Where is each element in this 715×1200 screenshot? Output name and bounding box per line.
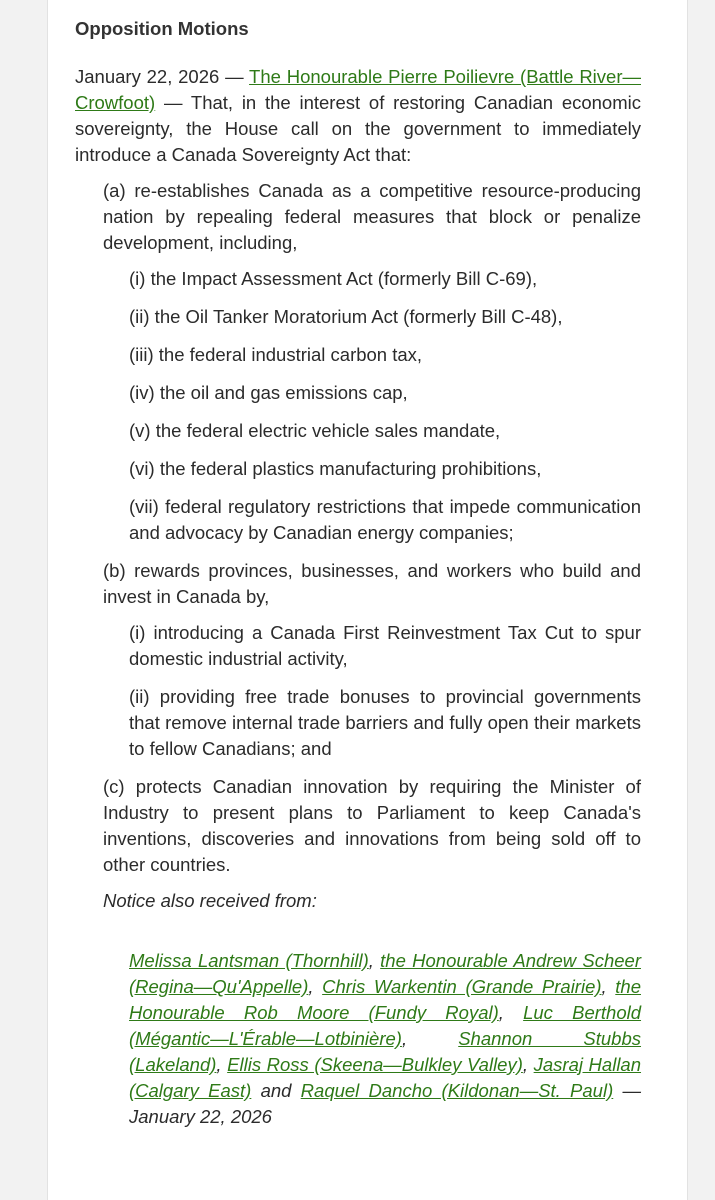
clause-a-item: (iv) the oil and gas emissions cap, bbox=[129, 382, 408, 403]
member-link[interactable]: the Honourable Andrew Scheer (Regina—Qu'Appelle) bbox=[129, 950, 641, 997]
member-link[interactable]: Shannon Stubbs (Lakeland) bbox=[129, 1028, 642, 1075]
member-link[interactable]: Jasraj Hallan (Calgary East) bbox=[129, 1054, 642, 1101]
clause-a-item: (ii) the Oil Tanker Moratorium Act (formerly Bill C-48), bbox=[129, 306, 563, 327]
member-link[interactable]: Ellis Ross (Skeena—Bulkley Valley) bbox=[227, 1054, 523, 1075]
section-heading: Opposition Motions bbox=[75, 18, 249, 39]
motion-content bbox=[75, 18, 641, 1130]
clause-a-item: (v) the federal electric vehicle sales mandate, bbox=[129, 420, 501, 441]
clause-b-item: (i) introducing a Canada First Reinvestment Tax Cut to spur domestic industrial activity, bbox=[129, 622, 641, 669]
motion-card bbox=[48, 0, 687, 1200]
member-link[interactable]: Luc Berthold (Mégantic—L'Érable—Lotbinière) bbox=[129, 1002, 642, 1049]
motion-date: January 22, 2026 bbox=[75, 66, 220, 87]
notice-heading: Notice also received from: bbox=[103, 890, 317, 911]
clause-a-item: (vii) federal regulatory restrictions that impede communication and advocacy by Canadian energy companies; bbox=[129, 496, 641, 543]
clause-c: (c) protects Canadian innovation by requiring the Minister of Industry to present plans to Parliament to keep Canada's inventions, discoveries and innovations from being sold off to other countries. bbox=[103, 776, 641, 875]
member-link[interactable]: the Honourable Rob Moore (Fundy Royal) bbox=[129, 976, 641, 1023]
clause-a-item: (iii) the federal industrial carbon tax, bbox=[129, 344, 423, 365]
clause-a-item: (vi) the federal plastics manufacturing prohibitions, bbox=[129, 458, 542, 479]
motion-preamble: — That, in the interest of restoring Canadian economic sovereignty, the House call on the government to immediately introduce a Canada Sovereignty Act that: bbox=[75, 92, 641, 165]
member-link[interactable]: Chris Warkentin (Grande Prairie) bbox=[322, 976, 602, 997]
notice-date: — January 22, 2026 bbox=[129, 1080, 641, 1127]
sponsor-link[interactable]: The Honourable Pierre Poilievre (Battle River—Crowfoot) bbox=[75, 66, 641, 113]
clause-a-item: (i) the Impact Assessment Act (formerly Bill C-69), bbox=[129, 268, 538, 289]
clause-b-item: (ii) providing free trade bonuses to provincial governments that remove internal trade barriers and fully open their markets to fellow Canadians; and bbox=[129, 686, 641, 759]
notice-members: Melissa Lantsman (Thornhill), the Honourable Andrew Scheer (Regina—Qu'Appelle), Chris Warkentin (Grande Prairie), the Honourable Rob Moore (Fundy Royal), Luc Berthold (Mégantic—L'Érable—Lotbinière), Shannon Stubbs (Lakeland), Ellis Ross (Skeena—Bulkley Valley), Jasraj Hallan (Calgary East) and Raquel Dancho (Kildonan—St. Paul) — January 22, 2026 bbox=[129, 950, 642, 1127]
member-link[interactable]: Raquel Dancho (Kildonan—St. Paul) bbox=[300, 1080, 614, 1101]
clause-a: (a) re-establishes Canada as a competitive resource-producing nation by repealing federal measures that block or penalize development, including, bbox=[103, 180, 641, 253]
member-link[interactable]: Melissa Lantsman (Thornhill) bbox=[129, 950, 369, 971]
clause-b: (b) rewards provinces, businesses, and workers who build and invest in Canada by, bbox=[103, 560, 641, 607]
motion-intro: January 22, 2026 — The Honourable Pierre Poilievre (Battle River—Crowfoot) — That, in the interest of restoring Canadian economic sovereignty, the House call on the government to immediately introduce a Canada Sovereignty Act that: bbox=[75, 66, 641, 165]
